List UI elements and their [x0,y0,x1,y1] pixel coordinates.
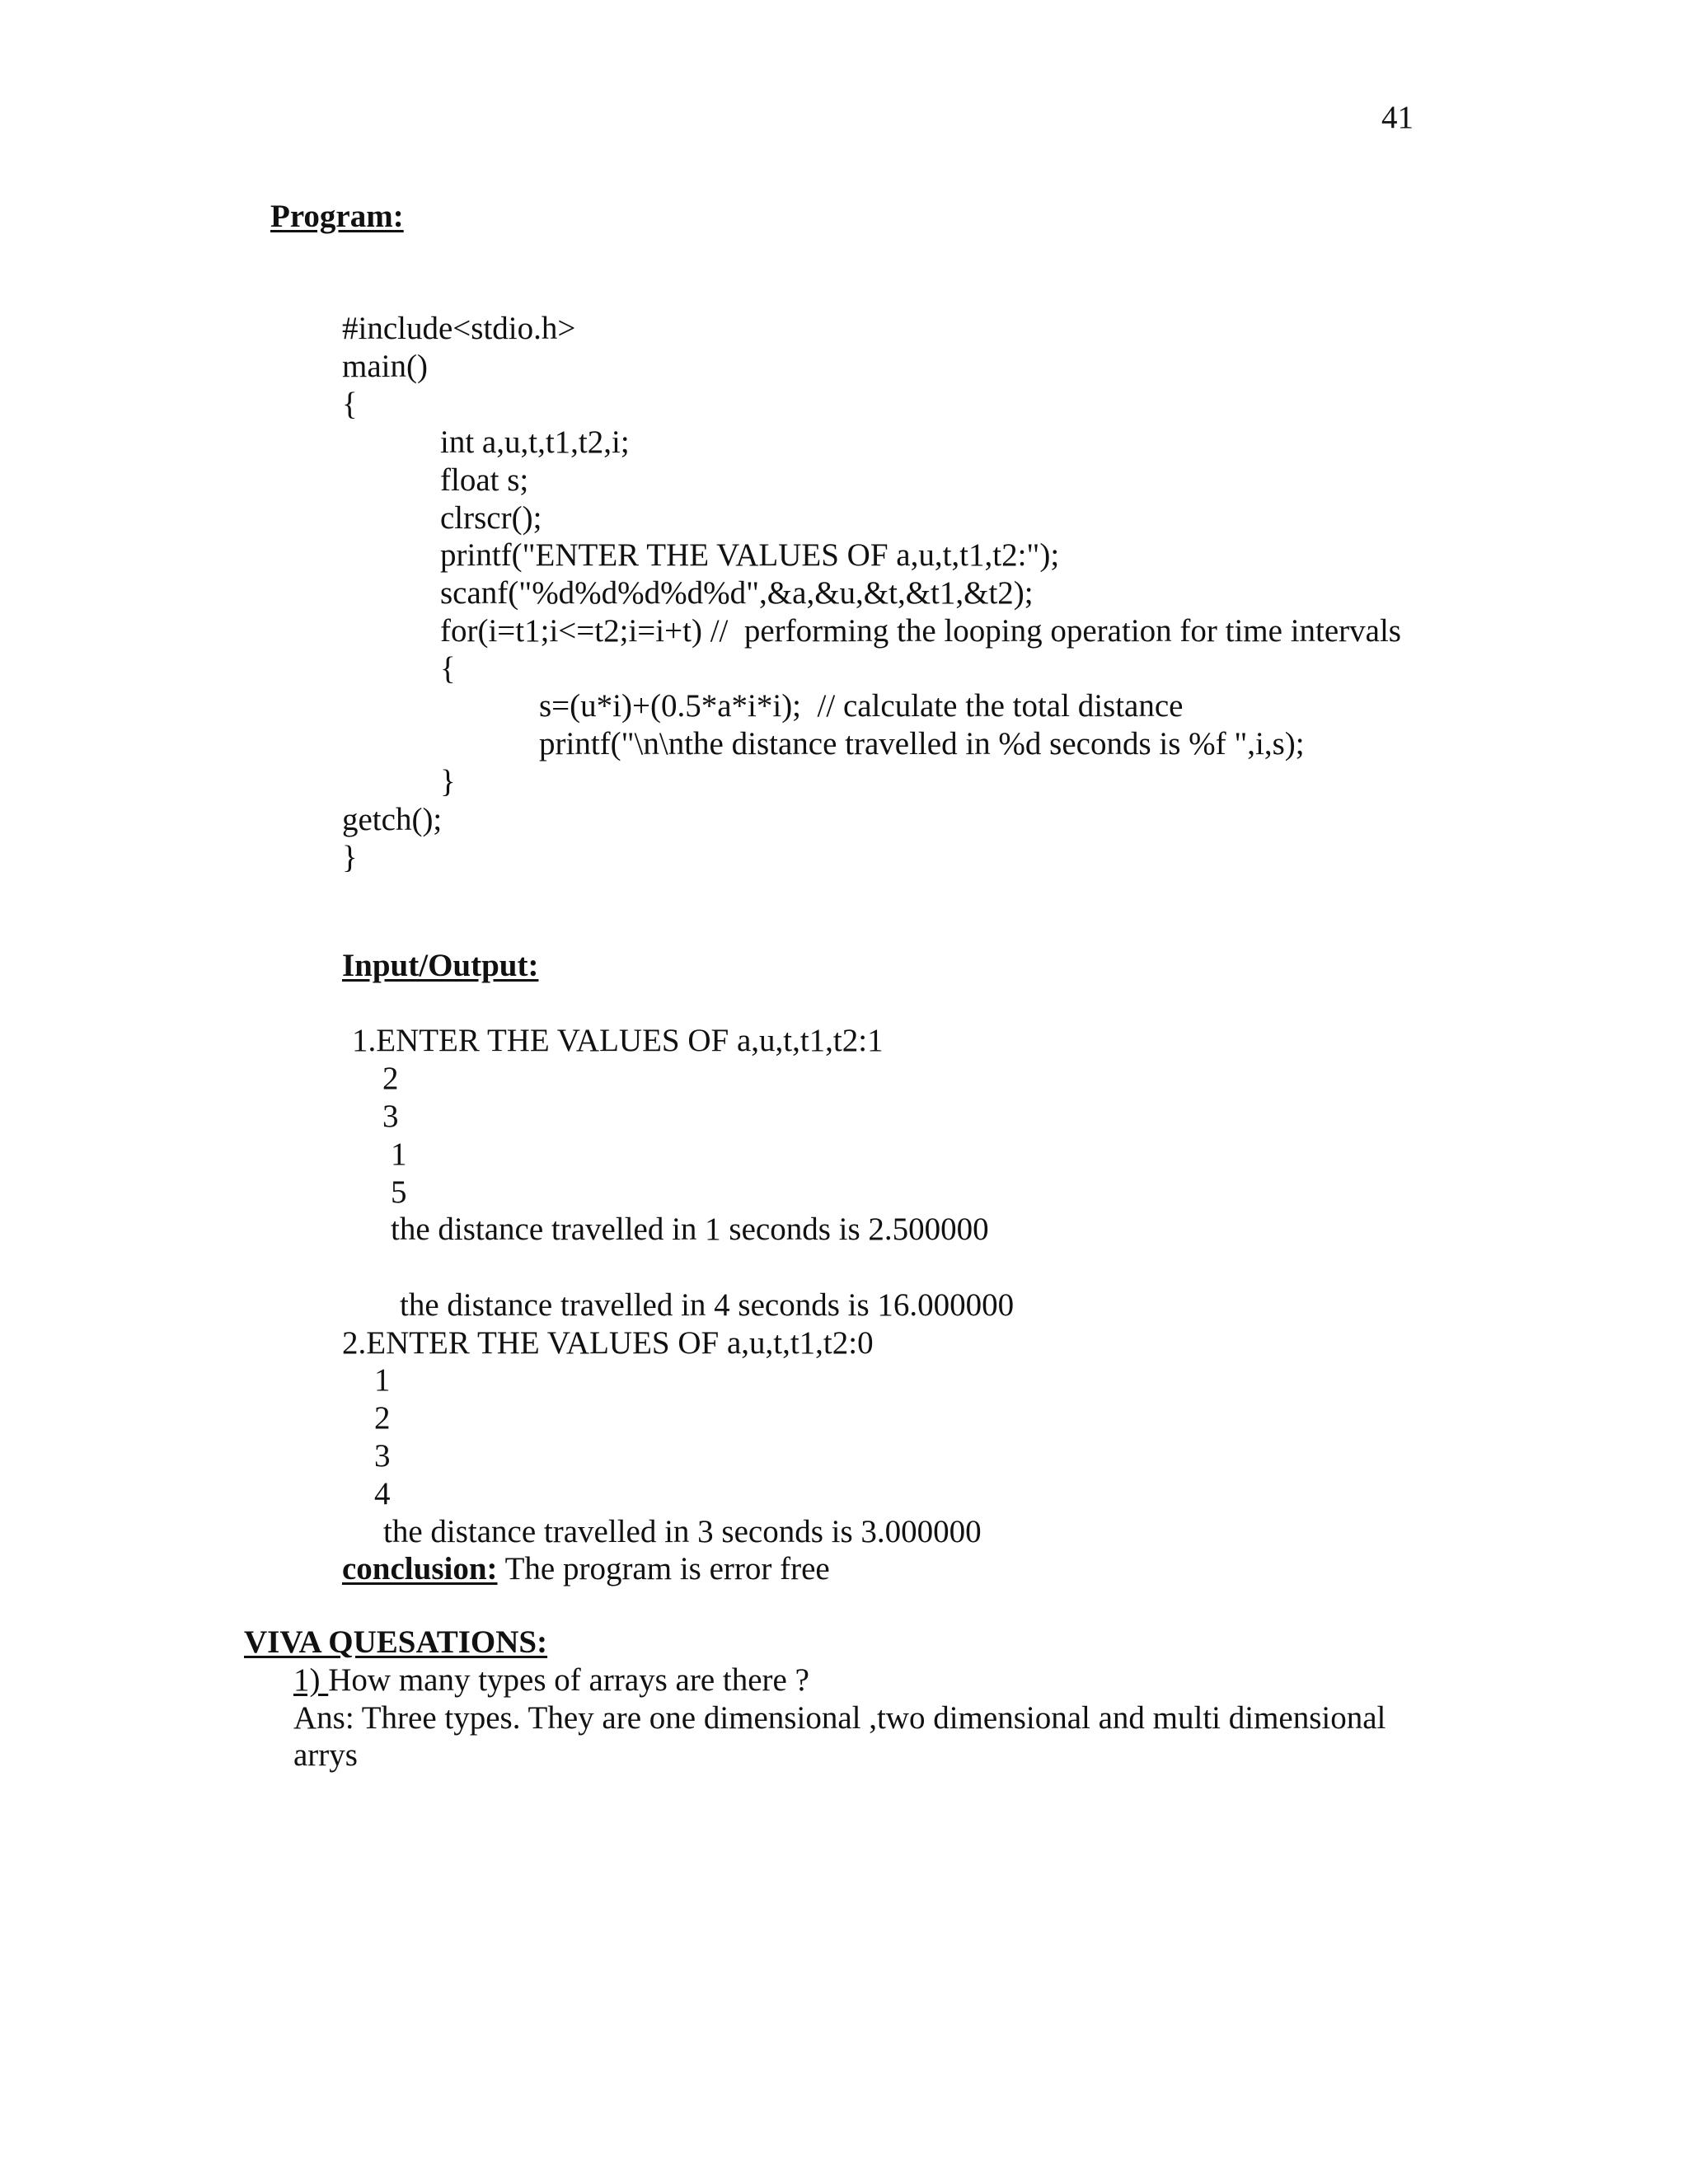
viva-question-1 [293,1661,809,1699]
code-line: s=(u*i)+(0.5*a*i*i); // calculate the total distance [539,688,1184,724]
conclusion-text: The program is error free [497,1551,830,1586]
code-line: clrscr(); [440,500,542,536]
program-heading: Program: [270,199,404,234]
code-line: } [440,764,456,799]
io-input: 1 [391,1137,407,1172]
code-line: scanf("%d%d%d%d%d",&a,&u,&t,&t1,&t2); [440,575,1034,611]
viva-heading: VIVA QUESATIONS: [244,1624,548,1660]
io-input: 2 [374,1400,391,1436]
io-input: 1 [374,1362,391,1398]
conclusion-label: conclusion: [342,1551,498,1586]
question-number: 1) [293,1662,329,1698]
page-number: 41 [1381,100,1414,135]
code-line: { [440,651,456,687]
io-output: the distance travelled in 4 seconds is 16.000000 [400,1287,1015,1323]
conclusion [342,1550,830,1588]
code-line: #include<stdio.h> [342,311,576,346]
io-input: 3 [382,1099,399,1134]
code-line: for(i=t1;i<=t2;i=i+t) // performing the looping operation for time intervals [440,613,1401,649]
code-line: { [342,387,358,422]
io-output: the distance travelled in 3 seconds is 3.000000 [383,1514,982,1549]
code-line: printf("\n\nthe distance travelled in %d seconds is %f ",i,s); [539,726,1305,762]
io-input: 4 [374,1476,391,1511]
question-text: How many types of arrays are there ? [328,1662,809,1698]
code-line: printf("ENTER THE VALUES OF a,u,t,t1,t2:"); [440,537,1060,573]
code-line: int a,u,t,t1,t2,i; [440,424,630,460]
io-input: 2 [382,1061,399,1096]
io-prompt: 2.ENTER THE VALUES OF a,u,t,t1,t2:0 [342,1325,874,1361]
io-heading: Input/Output: [342,948,539,983]
viva-answer-1-cont: arrys [293,1737,358,1773]
viva-answer-1: Ans: Three types. They are one dimensional ,two dimensional and multi dimensional [293,1700,1386,1736]
code-line: } [342,840,358,875]
code-line: main() [342,349,428,384]
io-input: 3 [374,1438,391,1474]
code-line: float s; [440,462,529,498]
code-line: getch(); [342,802,443,837]
io-prompt: 1.ENTER THE VALUES OF a,u,t,t1,t2:1 [352,1023,884,1058]
io-input: 5 [391,1174,407,1210]
io-output: the distance travelled in 1 seconds is 2.500000 [391,1212,989,1247]
